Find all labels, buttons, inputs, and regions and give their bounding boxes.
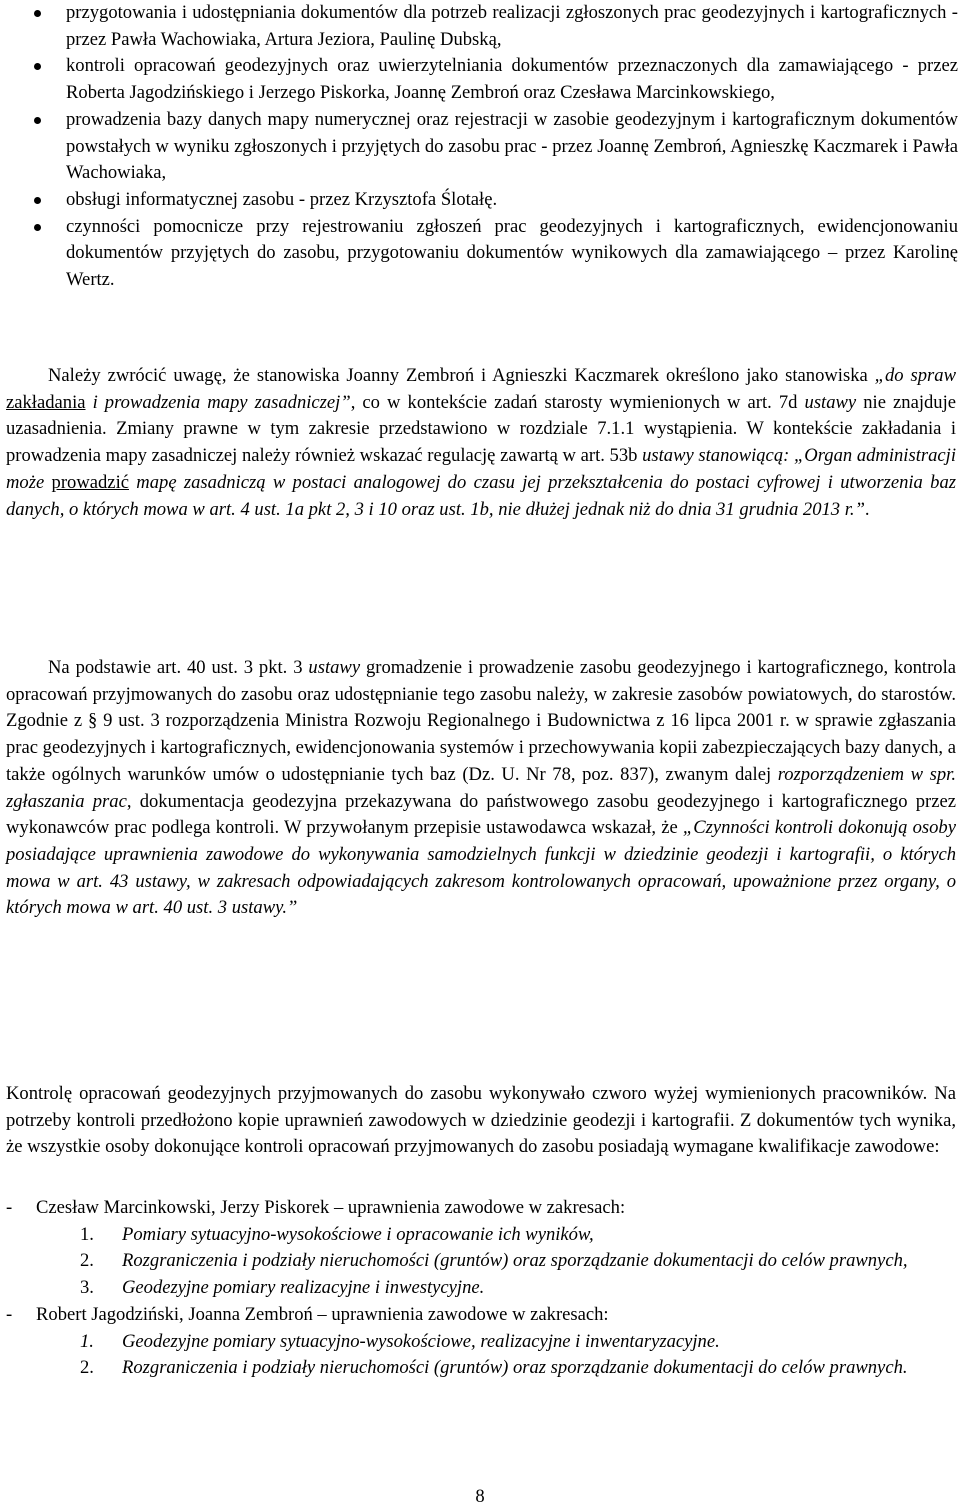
list-item: 1. Pomiary sytuacyjno-wysokościowe i opracowanie ich wyników, [80,1223,594,1245]
bullet-dot-icon [34,197,41,204]
bullet-item: prowadzenia bazy danych mapy numerycznej oraz rejestracji w zasobie geodezyjnym i kartograficznym dokumentów powstałych w wyniku zgłoszonych i przyjętych do zasobu prac - przez Joannę Zembroń, Agnieszkę Kaczmarek i Pawła Wachowiaka, [34,107,958,187]
group-heading: - Czesław Marcinkowski, Jerzy Piskorek – uprawnienia zawodowe w zakresach: [6,1197,626,1218]
group-heading: - Robert Jagodziński, Joanna Zembroń – uprawnienia zawodowe w zakresach: [6,1303,609,1325]
bullet-dot-icon [34,10,41,17]
bullet-item: czynności pomocnicze przy rejestrowaniu zgłoszeń prac geodezyjnych i kartograficznych, ewidencjonowaniu dokumentów przyjętych do zasobu, przygotowaniu dokumentów wynikowych dla zamawiającego – przez Karolinę Wertz. [34,214,958,294]
qualification-group [6,1195,956,1302]
list-item: 2. Rozgraniczenia i podziały nieruchomości (gruntów) oraz sporządzanie dokumentacji do celów prawnych. [80,1357,908,1379]
qualification-group [6,1302,956,1382]
bullet-dot-icon [34,117,41,124]
list-item: 2. Rozgraniczenia i podziały nieruchomości (gruntów) oraz sporządzanie dokumentacji do celów prawnych, [80,1250,908,1272]
list-item: 1. Geodezyjne pomiary sytuacyjno-wysokościowe, realizacyjne i inwentaryzacyjne. [80,1330,720,1352]
bullet-item: obsługi informatycznej zasobu - przez Krzysztofa Ślotałę. [34,187,958,214]
qualifications-list [6,1195,956,1382]
paragraph-positions-note: Należy zwrócić uwagę, że stanowiska Joanny Zembroń i Agnieszki Kaczmarek określono jako stanowiska „do spraw zakładania i prowadzenia mapy zasadniczej”, co w kontekście zadań starosty wymienionych w art. 7d ustawy nie znajduje uzasadnienia. Zmiany prawne w tym zakresie przedstawiono w rozdziale 7.1.1 wystąpienia. W kontekście zakładania i prowadzenia mapy zasadniczej należy również wskazać regulację zawartą w art. 53b ustawy stanowiącą: „Organ administracji może prowadzić mapę zasadniczą w postaci analogowej do czasu jej przekształcenia do postaci cyfrowej i utworzenia baz danych, o których mowa w art. 4 ust. 1a pkt 2, 3 i 10 oraz ust. 1b, nie dłużej jednak niż do dnia 31 grudnia 2013 r.”. [6,365,957,520]
paragraph-qualifications: Kontrolę opracowań geodezyjnych przyjmowanych do zasobu wykonywało czworo wyżej wymienionych pracowników. Na potrzeby kontroli przedłożono kopie uprawnień zawodowych w dziedzinie geodezji i kartografii. Z dokumentów tych wynika, że wszystkie osoby dokonujące kontroli opracowań przyjmowanych do zasobu posiadają wymagane kwalifikacje zawodowe: [6,1083,956,1158]
paragraph-legal-basis: Na podstawie art. 40 ust. 3 pkt. 3 ustawy gromadzenie i prowadzenie zasobu geodezyjnego i kartograficznego, kontrola opracowań przyjmowanych do zasobu oraz udostępnianie tego zasobu należy, w zakresie zasobów powiatowych, do starostów. Zgodnie z § 9 ust. 3 rozporządzenia Ministra Rozwoju Regionalnego i Budownictwa z 16 lipca 2001 r. w sprawie zgłaszania prac geodezyjnych i kartograficznych, ewidencjonowania systemów i przechowywania kopii zabezpieczających bazy danych, a także ogólnych warunków umów o udostępnianie tych baz (Dz. U. Nr 78, poz. 837), zwanym dalej rozporządzeniem w spr. zgłaszania prac, dokumentacja geodezyjna przekazywana do państwowego zasobu geodezyjnego i kartograficznego przez wykonawców prac podlega kontroli. W przywołanym przepisie ustawodawca wskazał, że „Czynności kontroli dokonują osoby posiadające uprawnienia zawodowe do wykonywania samodzielnych funkcji w dziedzinie geodezji i kartografii, o których mowa w art. 43 ustawy, w zakresach odpowiadających zakresom kontrolowanych opracowań, upoważnione przez organy, o których mowa w art. 40 ust. 3 ustawy.” [6,657,956,919]
bullet-item: przygotowania i udostępniania dokumentów dla potrzeb realizacji zgłoszonych prac geodezyjnych i kartograficznych - przez Pawła Wachowiaka, Artura Jeziora, Paulinę Dubską, [34,0,958,53]
duties-bullet-list [34,0,958,294]
bullet-dot-icon [34,63,41,70]
bullet-dot-icon [34,224,41,231]
list-item: 3. Geodezyjne pomiary realizacyjne i inwestycyjne. [80,1277,485,1299]
page-number: 8 [475,1486,485,1507]
bullet-item: kontroli opracowań geodezyjnych oraz uwierzytelniania dokumentów przeznaczonych dla zamawiającego - przez Roberta Jagodzińskiego i Jerzego Piskorka, Joannę Zembroń oraz Czesława Marcinkowskiego, [34,53,958,106]
